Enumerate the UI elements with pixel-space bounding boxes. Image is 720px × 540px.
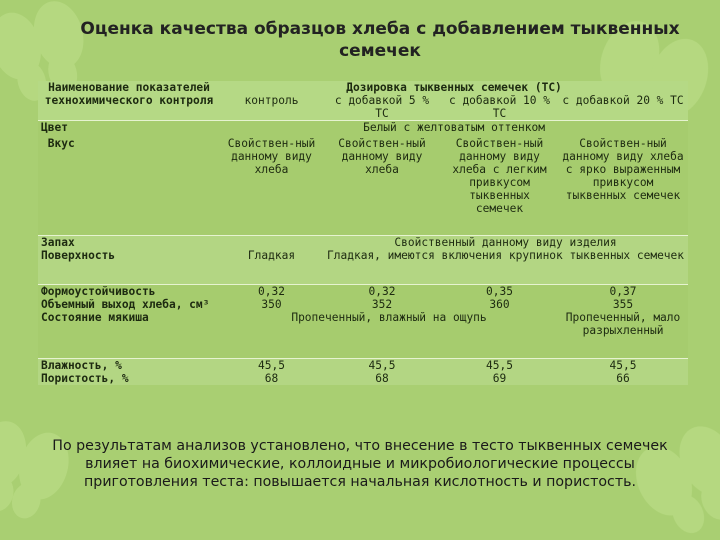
row-label-moisture: Влажность, % bbox=[38, 359, 220, 373]
page-title: Оценка качества образцов хлеба с добавлением тыквенных семечек bbox=[80, 19, 680, 61]
row-label-shape: Формоустойчивость bbox=[38, 284, 220, 298]
header-indicators: Наименование показателей технохимического контроля bbox=[38, 81, 220, 121]
taste-label: Вкус bbox=[47, 136, 75, 150]
cell-crumb-common: Пропеченный, влажный на ощупь bbox=[220, 311, 558, 359]
cell-volume-control: 350 bbox=[220, 298, 323, 311]
quality-table bbox=[38, 81, 688, 385]
cell-taste-10pct: Свойствен-ный данному виду хлеба с легким привкусом тыквенных семечек bbox=[441, 137, 558, 236]
col-header-control: контроль bbox=[220, 94, 323, 121]
cell-shape-control: 0,32 bbox=[220, 284, 323, 298]
cell-porosity-control: 68 bbox=[220, 372, 323, 385]
cell-shape-5pct: 0,32 bbox=[323, 284, 441, 298]
row-label-crumb: Состояние мякиша bbox=[38, 311, 220, 359]
cell-porosity-5pct: 68 bbox=[323, 372, 441, 385]
cell-moisture-10pct: 45,5 bbox=[441, 359, 558, 373]
row-label-color: Цвет bbox=[38, 121, 220, 137]
cell-taste-20pct: Свойствен-ный данному виду хлеба с ярко выраженным привкусом тыквенных семечек bbox=[558, 137, 688, 236]
cell-porosity-20pct: 66 bbox=[558, 372, 688, 385]
conclusion-text: По результатам анализов установлено, что внесение в тесто тыквенных семечек влияет на биохимические, коллоидные и микробиологические процессы приготовления теста: повышается начальная кислотность и пористость. bbox=[52, 438, 668, 490]
row-label-porosity: Пористость, % bbox=[38, 372, 220, 385]
cell-volume-20pct: 355 bbox=[558, 298, 688, 311]
cell-taste-5pct: Свойствен-ный данному виду хлеба bbox=[323, 137, 441, 236]
cell-surface-other: Гладкая, имеются включения крупинок тыквенных семечек bbox=[323, 249, 688, 284]
cell-moisture-control: 45,5 bbox=[220, 359, 323, 373]
cell-moisture-5pct: 45,5 bbox=[323, 359, 441, 373]
cell-shape-20pct: 0,37 bbox=[558, 284, 688, 298]
row-label-volume: Объемный выход хлеба, см³ bbox=[38, 298, 220, 311]
row-label-taste bbox=[38, 137, 220, 236]
cell-moisture-20pct: 45,5 bbox=[558, 359, 688, 373]
col-header-10pct: с добавкой 10 % ТС bbox=[441, 94, 558, 121]
cell-smell-value: Свойственный данному виду изделия bbox=[323, 236, 688, 250]
col-header-5pct: с добавкой 5 % ТС bbox=[323, 94, 441, 121]
row-label-smell: Запах bbox=[38, 236, 220, 250]
col-header-20pct: с добавкой 20 % ТС bbox=[558, 94, 688, 121]
cell-taste-control: Свойствен-ный данному виду хлеба bbox=[220, 137, 323, 236]
cell-volume-10pct: 360 bbox=[441, 298, 558, 311]
cell-color-value: Белый с желтоватым оттенком bbox=[220, 121, 688, 137]
row-label-surface: Поверхность bbox=[38, 249, 220, 284]
cell-volume-5pct: 352 bbox=[323, 298, 441, 311]
cell-porosity-10pct: 69 bbox=[441, 372, 558, 385]
header-dosage: Дозировка тыквенных семечек (ТС) bbox=[220, 81, 688, 94]
cell-surface-control: Гладкая bbox=[220, 249, 323, 284]
cell-shape-10pct: 0,35 bbox=[441, 284, 558, 298]
cell-crumb-20pct: Пропеченный, мало разрыхленный bbox=[558, 311, 688, 359]
